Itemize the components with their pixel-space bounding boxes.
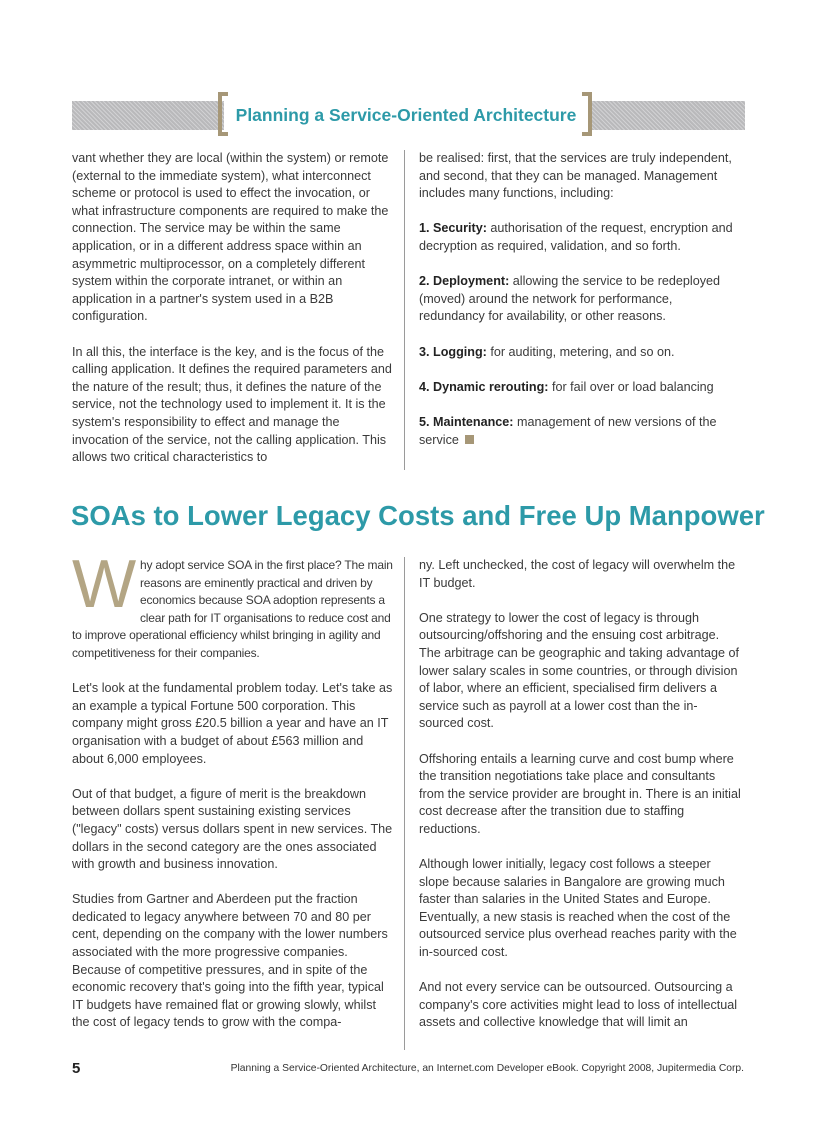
item-text: for fail over or load balancing [548,379,714,394]
section-title: SOAs to Lower Legacy Costs and Free Up Manpower [71,500,765,531]
management-item-rerouting [419,379,741,397]
footer-copyright: Planning a Service-Oriented Architecture, an Internet.com Developer eBook. Copyright 2008, Jupitermedia Corp. [230,1063,744,1074]
item-text: authorisation of the request, encryption and decryption as required, validation, and so forth. [419,221,733,253]
body-paragraph: Out of that budget, a figure of merit is the breakdown between dollars spent sustaining existing services ("legacy" costs) versus dollars spent in new services. The dollars in the second category are the ones associated with growth and business innovation. [72,786,393,872]
header-band-right [590,101,745,130]
column-divider [404,557,405,1050]
item-term: 1. Security: [419,221,487,236]
column-divider [404,150,405,470]
page-number: 5 [72,1060,81,1077]
header-band-left [72,101,224,130]
management-item-maintenance [419,414,741,449]
header-bracket-right [582,92,592,136]
management-item-deployment [419,273,741,326]
body-paragraph: be realised: first, that the services are truly independent, and second, that they can be managed. Management includes many functions, including: [419,151,732,201]
item-term: 3. Logging: [419,344,487,359]
item-term: 4. Dynamic rerouting: [419,379,549,394]
body-paragraph: One strategy to lower the cost of legacy is through outsourcing/offshoring and the ensuing cost arbitrage. The arbitrage can be geographic and taking advantage of lower salary scales in some countries, or through division of labor, where an efficient, specialised firm delivers a service such as payroll at a lower cost than the in-sourced cost. [419,610,739,731]
lead-paragraph [72,546,394,663]
header-bracket-left [218,92,228,136]
item-term: 5. Maintenance: [419,414,514,429]
body-paragraph: And not every service can be outsourced. Outsourcing a company's core activities might lead to loss of intellectual assets and collective knowledge that will limit an [419,980,738,1030]
drop-cap: W [72,546,136,622]
top-right-column [419,150,741,449]
management-item-logging [419,344,741,362]
management-item-security [419,220,741,255]
item-text: management of new versions of the service [419,414,717,447]
body-paragraph: ny. Left unchecked, the cost of legacy will overwhelm the IT budget. [419,558,736,590]
lead-text: hy adopt service SOA in the first place? The main reasons are eminently practical and driven by economics because SOA adoption represents a clear path for IT organisations to reduce cost and to improve operational efficiency whilst bringing in agility and competitiveness for their companies. [72,558,393,660]
bottom-left-column [72,546,394,1032]
running-header-title: Planning a Service-Oriented Architecture [235,105,577,125]
body-paragraph: vant whether they are local (within the system) or remote (external to the immediate system), what interconnect scheme or protocol is used to effect the invocation, or what infrastructure components are required to make the connection. The service may be within the same application, or in a different address space within an asymmetric multiprocessor, on a completely different system within the corporate intranet, or within an application in a partner's system used in a B2B configuration. [72,151,389,324]
end-of-article-icon [465,435,474,444]
body-paragraph: Offshoring entails a learning curve and cost bump where the transition negotiations take place and consultants from the service provider are brought in. There is an initial cost decrease after the transition due to staffing reductions. [419,751,741,836]
body-paragraph: Let's look at the fundamental problem today. Let's take as an example a typical Fortune 500 corporation. This company might gross £20.5 billion a year and have an IT organisation with a budget of about £563 million and about 6,000 employees. [72,681,393,766]
top-left-column [72,150,394,467]
body-paragraph: Although lower initially, legacy cost follows a steeper slope because salaries in Bangalore are growing much faster than salaries in the United States and Europe. Eventually, a new stasis is reached when the cost of the outsourced service plus overhead reaches parity with the in-sourced cost. [419,857,737,960]
item-term: 2. Deployment: [419,274,510,289]
item-text: for auditing, metering, and so on. [486,344,675,359]
item-text: allowing the service to be redeployed (moved) around the network for performance, redundancy for availability, or other reasons. [419,274,721,324]
body-paragraph: In all this, the interface is the key, and is the focus of the calling application. It defines the required parameters and the nature of the result; thus, it defines the nature of the service, not the technology used to implement it. It is the system's responsibility to effect and manage the invocation of the service, not the calling application. This allows two critical characteristics to [72,344,392,465]
body-paragraph: Studies from Gartner and Aberdeen put the fraction dedicated to legacy anywhere between 70 and 80 per cent, depending on the company with the lower numbers associated with the more progressive companies. Because of competitive pressures, and in spite of the economic recovery that's going into the fifth year, typical IT budgets have remained flat or growing slowly, whilst the cost of legacy tends to grow with the compa- [72,892,388,1030]
bottom-right-column [419,557,741,1032]
